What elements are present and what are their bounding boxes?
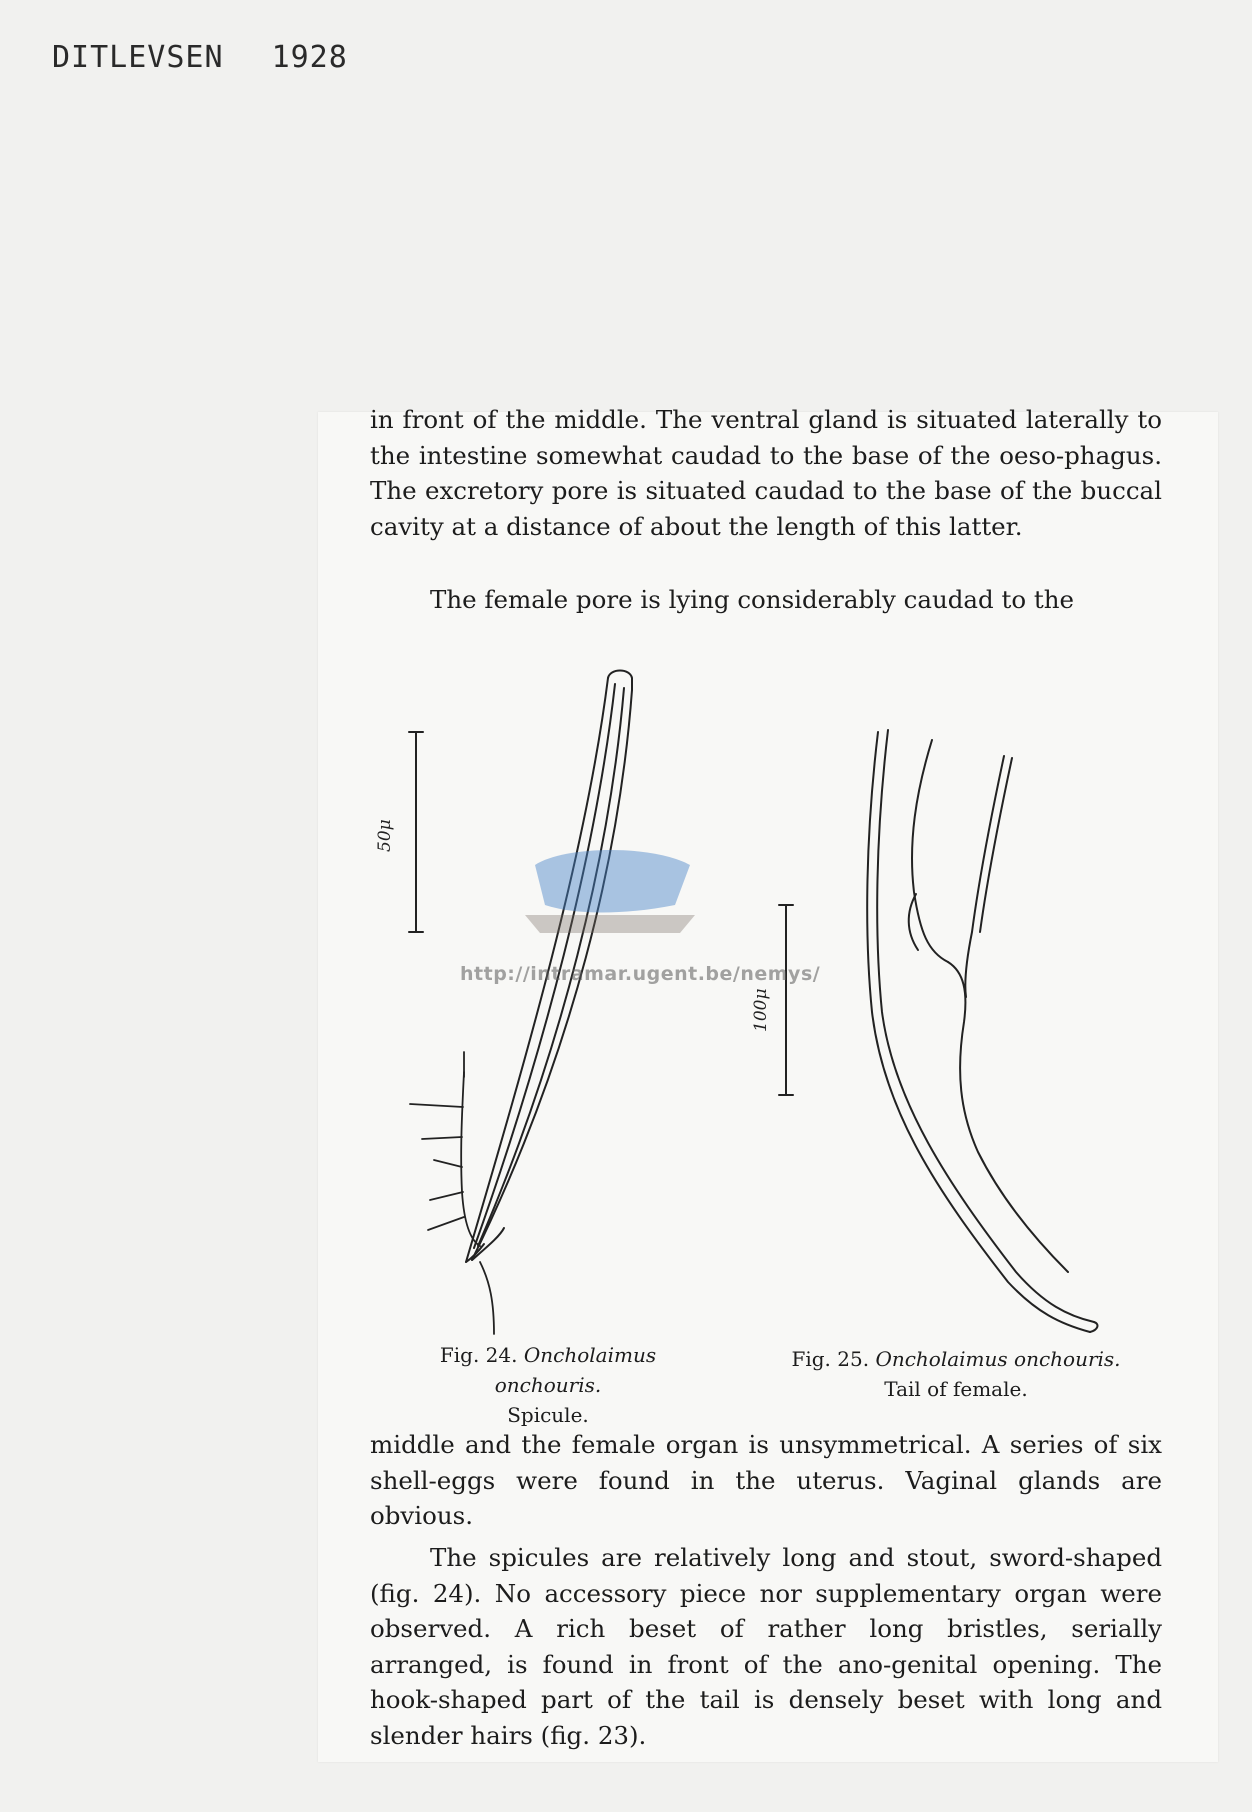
- fig24-scale-label: 50μ: [375, 819, 395, 852]
- fig24-part: Spicule.: [507, 1403, 589, 1427]
- fig25-scale-label: 100μ: [751, 988, 771, 1032]
- running-header: [52, 40, 348, 75]
- fig24-body-with-bristles: [410, 1052, 494, 1334]
- header-author: DITLEVSEN: [52, 40, 224, 75]
- figure-24-caption: [388, 1340, 708, 1430]
- paragraph-2: The female pore is lying considerably caudad to the: [430, 585, 1075, 614]
- figure-25-caption: [766, 1344, 1146, 1404]
- fig24-number: Fig. 24.: [439, 1343, 518, 1367]
- watermark-logo-icon: [505, 825, 715, 945]
- fig25-species: Oncholaimus onchouris.: [875, 1347, 1121, 1371]
- paragraph-3: middle and the female organ is unsymmetrical. A series of six shell-eggs were found in the uterus. Vaginal glands are obvious.: [370, 1430, 1162, 1530]
- fig24-scale-bar: [409, 732, 423, 932]
- scanned-page: [318, 405, 1218, 1762]
- figure-spicule-and-tail: [375, 632, 1148, 1342]
- fig25-tail-drawing: [867, 730, 1097, 1332]
- header-year: 1928: [271, 40, 348, 75]
- paragraph-4: The spicules are relatively long and stout, sword-shaped (fig. 24). No accessory piece nor supplementary organ were observed. A rich beset of rather long bristles, serially arranged, is found in front of the ano-genital opening. The hook-shaped part of the tail is densely beset with long and slender hairs (fig. 23).: [370, 1543, 1162, 1750]
- fig25-part: Tail of female.: [884, 1377, 1028, 1401]
- watermark-url: http://intramar.ugent.be/nemys/: [460, 963, 821, 985]
- fig25-number: Fig. 25.: [791, 1347, 870, 1371]
- fig25-scale-bar: [779, 905, 793, 1095]
- fig24-species: Oncholaimus onchouris.: [494, 1343, 657, 1397]
- paragraph-1: in front of the middle. The ventral gland is situated laterally to the intestine somewhat caudad to the base of the oeso-phagus. The excretory pore is situated caudad to the base of the buccal cavity at a distance of about the length of this latter.: [370, 405, 1162, 541]
